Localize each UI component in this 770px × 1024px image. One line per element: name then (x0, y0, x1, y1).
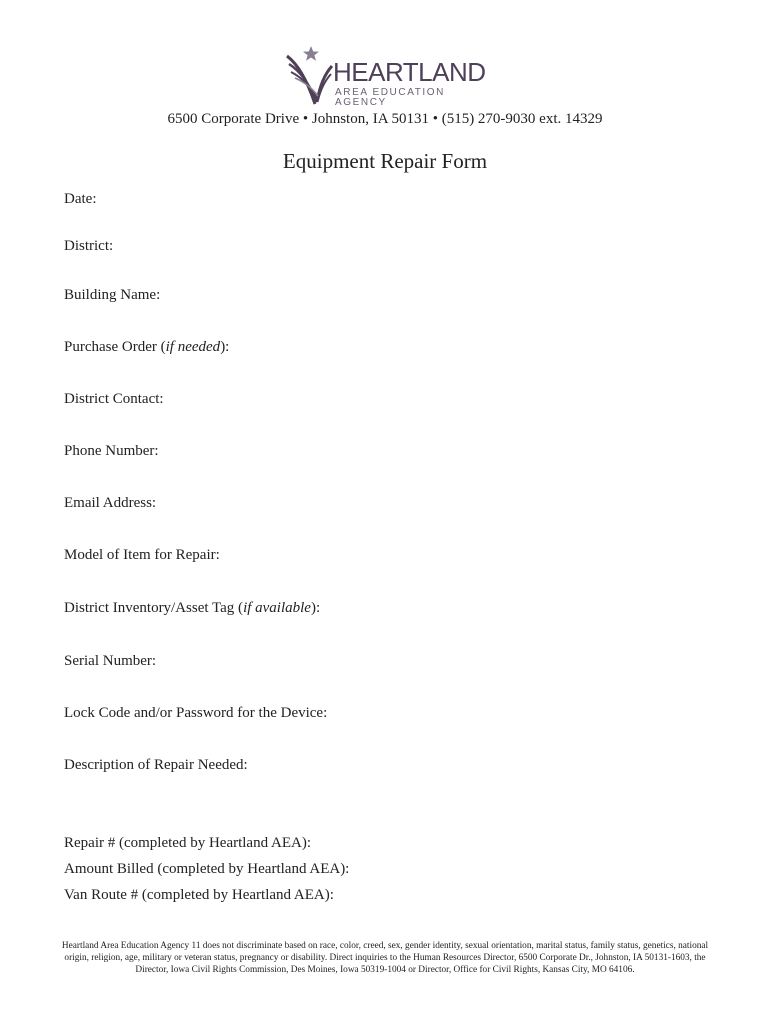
asset-tag-note: if available (243, 600, 311, 616)
asset-tag-label: District Inventory/Asset Tag ( (64, 600, 244, 616)
field-lock-code: Lock Code and/or Password for the Device: (64, 705, 328, 721)
field-model: Model of Item for Repair: (64, 547, 220, 563)
logo-wordmark: HEARTLAND (333, 57, 486, 87)
field-phone-number: Phone Number: (64, 443, 159, 459)
form-title: Equipment Repair Form (282, 149, 488, 173)
field-email-address: Email Address: (64, 495, 157, 511)
purchase-order-note: if needed (165, 339, 221, 355)
field-district-contact: District Contact: (64, 391, 164, 407)
heartland-logo (285, 44, 495, 106)
field-serial-number: Serial Number: (64, 653, 157, 669)
purchase-order-end: ): (220, 339, 230, 355)
asset-tag-end: ): (310, 600, 321, 616)
field-date: Date: (64, 191, 97, 207)
field-building-name: Building Name: (64, 287, 161, 303)
agency-address: 6500 Corporate Drive • Johnston, IA 50131 • (515) 270-9030 ext. 14329 (167, 111, 603, 127)
purchase-order-label: Purchase Order ( (64, 339, 166, 355)
field-purchase-order (64, 339, 229, 356)
field-amount-billed: Amount Billed (completed by Heartland AEA): (64, 861, 350, 877)
field-district: District: (64, 238, 114, 254)
nondiscrimination-notice: Heartland Area Education Agency 11 does not discriminate based on race, color, creed, sex, gender identity, sexual orientation, marital status, family status, genetics, national origin, religion, age, military or veteran status, pregnancy or disability. Direct inquiries to the Human Resources Director, 6500 Corporate Dr., Johnston, IA 50131-1603, the Director, Iowa Civil Rights Commission, Des Moines, Iowa 50319-1004 or Director, Office for Civil Rights, Kansas City, MO 64106. (61, 941, 709, 975)
star-swoosh-icon (285, 44, 333, 106)
logo-subtitle: AREA EDUCATION AGENCY (335, 87, 446, 108)
field-description: Description of Repair Needed: (64, 757, 248, 773)
field-repair-number: Repair # (completed by Heartland AEA): (64, 835, 312, 851)
field-asset-tag (64, 600, 320, 617)
field-van-route: Van Route # (completed by Heartland AEA): (64, 887, 334, 903)
